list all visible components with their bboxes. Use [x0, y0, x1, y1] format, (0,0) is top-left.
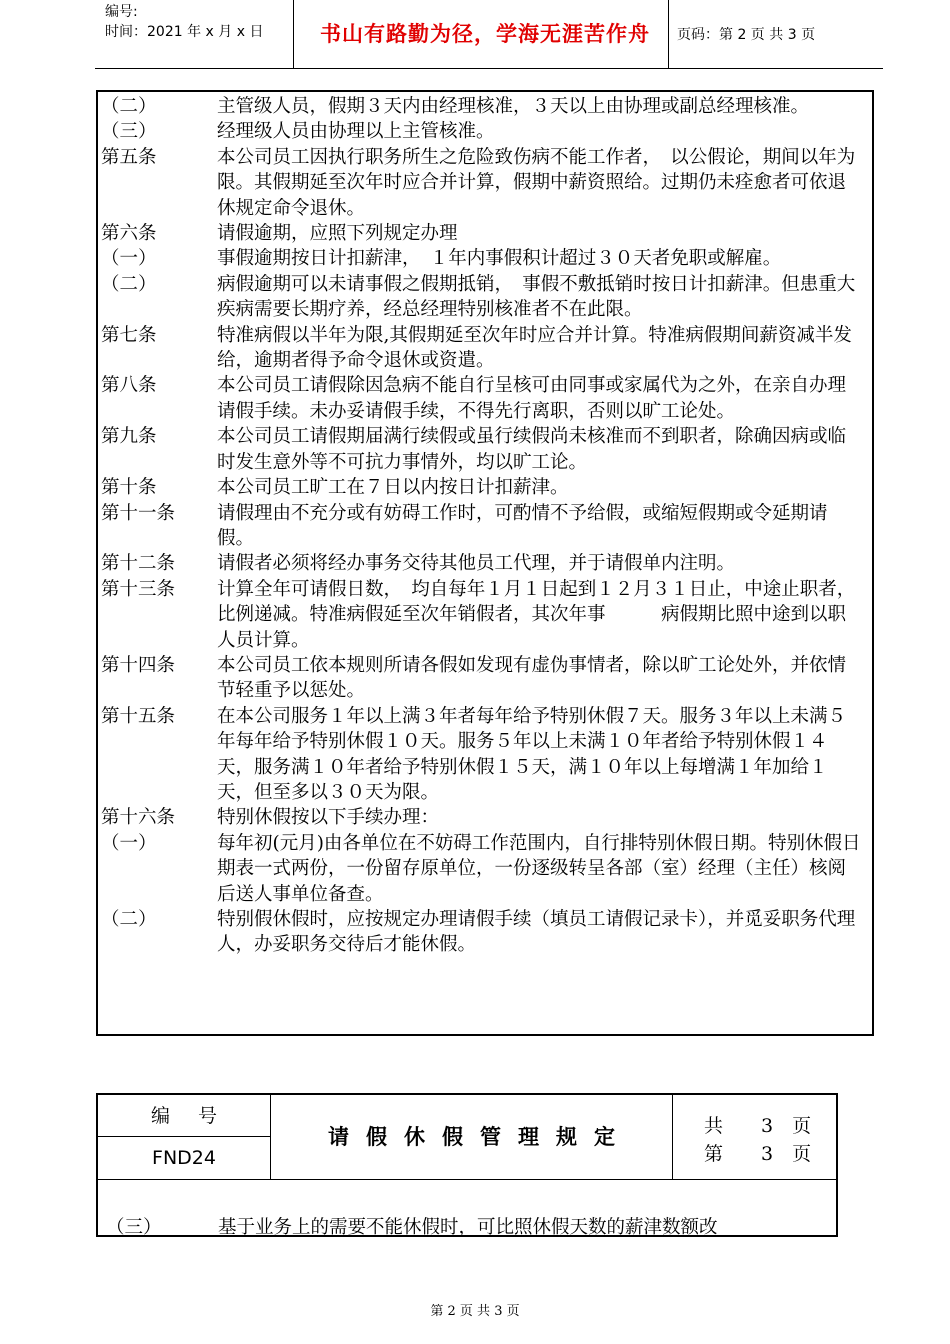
document-info-box	[96, 1093, 838, 1237]
header-divider	[668, 0, 669, 68]
time-label: 时间：2021 年 x 月 x 日	[105, 24, 264, 40]
clause-label: （三）	[101, 121, 157, 143]
clause-text: 在本公司服务１年以上满３年者每年给予特别休假７天。服务３年以上未满５年每年给予特别休假１０天。服务５年以上未满１０年者给予特别休假１４天，服务满１０年者给予特别休假１５天，满１０年以上每增满１年加给１天，但至多以３０天为限。	[217, 705, 847, 803]
clause-text: 本公司员工请假期届满行续假或虽行续假尚未核准而不到职者，除确因病或临时发生意外等不可抗力事情外，均以旷工论。	[217, 426, 847, 473]
clause-text: 本公司员工请假除因急病不能自行呈核可由同事或家属代为之外，在亲自办理请假手续。未办妥请假手续，不得先行离职，否则以旷工论处。	[217, 375, 847, 422]
clause-item	[101, 221, 861, 246]
page-header	[95, 0, 883, 69]
clause-item	[101, 475, 861, 500]
clause-text: 每年初(元月)由各单位在不妨碍工作范围内，自行排特别休假日期。特别休假日期表一式两份，一份留存原单位，一份逐级转呈各部（室）经理（主任）核阅后送人事单位备查。	[217, 832, 861, 905]
clause-label: （三）	[106, 1217, 162, 1238]
clause-item	[101, 145, 861, 221]
code-label: 编号:	[105, 4, 138, 20]
clause-text: 特准病假以半年为限,其假期延至次年时应合并计算。特准病假期间薪资减半发给，逾期者得予命令退休或资遣。	[217, 324, 852, 372]
clause-text: 特别假休假时，应按规定办理请假手续（填员工请假记录卡），并觅妥职务代理人，办妥职务交待后才能休假。	[217, 909, 856, 956]
clause-label: 第十条	[101, 477, 157, 499]
clause-item	[101, 272, 861, 323]
clause-label: （二）	[101, 273, 157, 295]
current-page: 第 3 页	[704, 1143, 812, 1165]
clause-text: 事假逾期按日计扣薪津， １年内事假积计超过３０天者免职或解雇。	[217, 248, 782, 270]
clause-item	[101, 653, 861, 704]
clause-text: 本公司员工旷工在７日以内按日计扣薪津。	[217, 477, 569, 499]
clause-text: 主管级人员，假期３天内由经理核准，３天以上由协理或副总经理核准。	[217, 96, 810, 117]
clause-text: 请假逾期，应照下列规定办理	[217, 223, 458, 245]
clause-label: （一）	[101, 248, 157, 270]
clause-label: （二）	[101, 909, 157, 930]
header-page-info: 页码：第 2 页 共 3 页	[677, 27, 816, 43]
clause-item	[101, 373, 861, 424]
clause-item	[101, 831, 861, 907]
regulation-body	[96, 90, 874, 1036]
clause-label: 第六条	[101, 223, 157, 245]
header-motto: 书山有路勤为径，学海无涯苦作舟	[320, 22, 650, 46]
clause-text: 病假逾期可以未请事假之假期抵销， 事假不敷抵销时按日计扣薪津。但患重大疾病需要长期疗养，经总经理特别核准者不在此限。	[217, 273, 856, 321]
clause-text: 请假理由不充分或有妨碍工作时，可酌情不予给假，或缩短假期或令延期请假。	[217, 502, 828, 549]
clause-label: （二）	[101, 96, 157, 117]
clause-item	[101, 246, 861, 271]
clause-list	[101, 94, 861, 958]
header-meta	[105, 2, 263, 42]
clause-item	[101, 501, 861, 552]
clause-text: 经理级人员由协理以上主管核准。	[217, 121, 495, 143]
code-cell	[98, 1095, 271, 1179]
clause-item	[101, 94, 861, 119]
clause-label: 第十四条	[101, 654, 176, 676]
clause-item	[101, 907, 861, 958]
clause-item	[101, 805, 861, 830]
clause-label: 第五条	[101, 146, 157, 168]
clause-item	[101, 119, 861, 144]
page-footer: 第 2 页 共 3 页	[430, 1304, 520, 1319]
clause-item	[101, 577, 861, 653]
clause-label: 第八条	[101, 375, 157, 397]
code-value: FND24	[152, 1147, 216, 1169]
clause-text: 本公司员工因执行职务所生之危险致伤病不能工作者， 以公假论，期间以年为限。其假期延至次年时应合并计算，假期中薪资照给。过期仍未痊愈者可依退休规定命令退休。	[217, 146, 856, 219]
clause-item	[101, 551, 861, 576]
clause-text: 基于业务上的需要不能休假时，可比照休假天数的薪津数额改	[218, 1217, 718, 1238]
clause-text: 请假者必须将经办事务交待其他员工代理，并于请假单内注明。	[217, 553, 736, 575]
clause-label: 第十五条	[101, 705, 176, 727]
document-info-table	[98, 1095, 836, 1180]
clause-label: 第十二条	[101, 553, 176, 575]
clause-item	[101, 424, 861, 475]
page-count-cell	[674, 1095, 836, 1179]
clause-item	[106, 1213, 836, 1239]
header-divider	[293, 0, 294, 68]
clause-item	[101, 323, 861, 374]
clause-label: 第七条	[101, 324, 157, 346]
clause-label: 第十六条	[101, 807, 176, 829]
clause-label: 第十三条	[101, 578, 176, 600]
total-pages: 共 3 页	[704, 1115, 812, 1137]
code-header: 编号	[98, 1095, 270, 1137]
clause-label: 第九条	[101, 426, 157, 448]
clause-label: （一）	[101, 832, 157, 854]
clause-item	[101, 704, 861, 806]
clause-text: 计算全年可请假日数， 均自每年１月１日起到１２月３１日止，中途止职者，比例递减。特准病假延至次年销假者，其次年事 病假期比照中途到以职人员计算。	[217, 578, 856, 651]
clause-text: 特别休假按以下手续办理：	[217, 807, 440, 829]
document-title: 请假休假管理规定	[271, 1095, 673, 1179]
clause-text: 本公司员工依本规则所请各假如发现有虚伪事情者，除以旷工论处外，并依情节轻重予以惩处。	[217, 654, 847, 702]
clause-label: 第十一条	[101, 502, 176, 524]
